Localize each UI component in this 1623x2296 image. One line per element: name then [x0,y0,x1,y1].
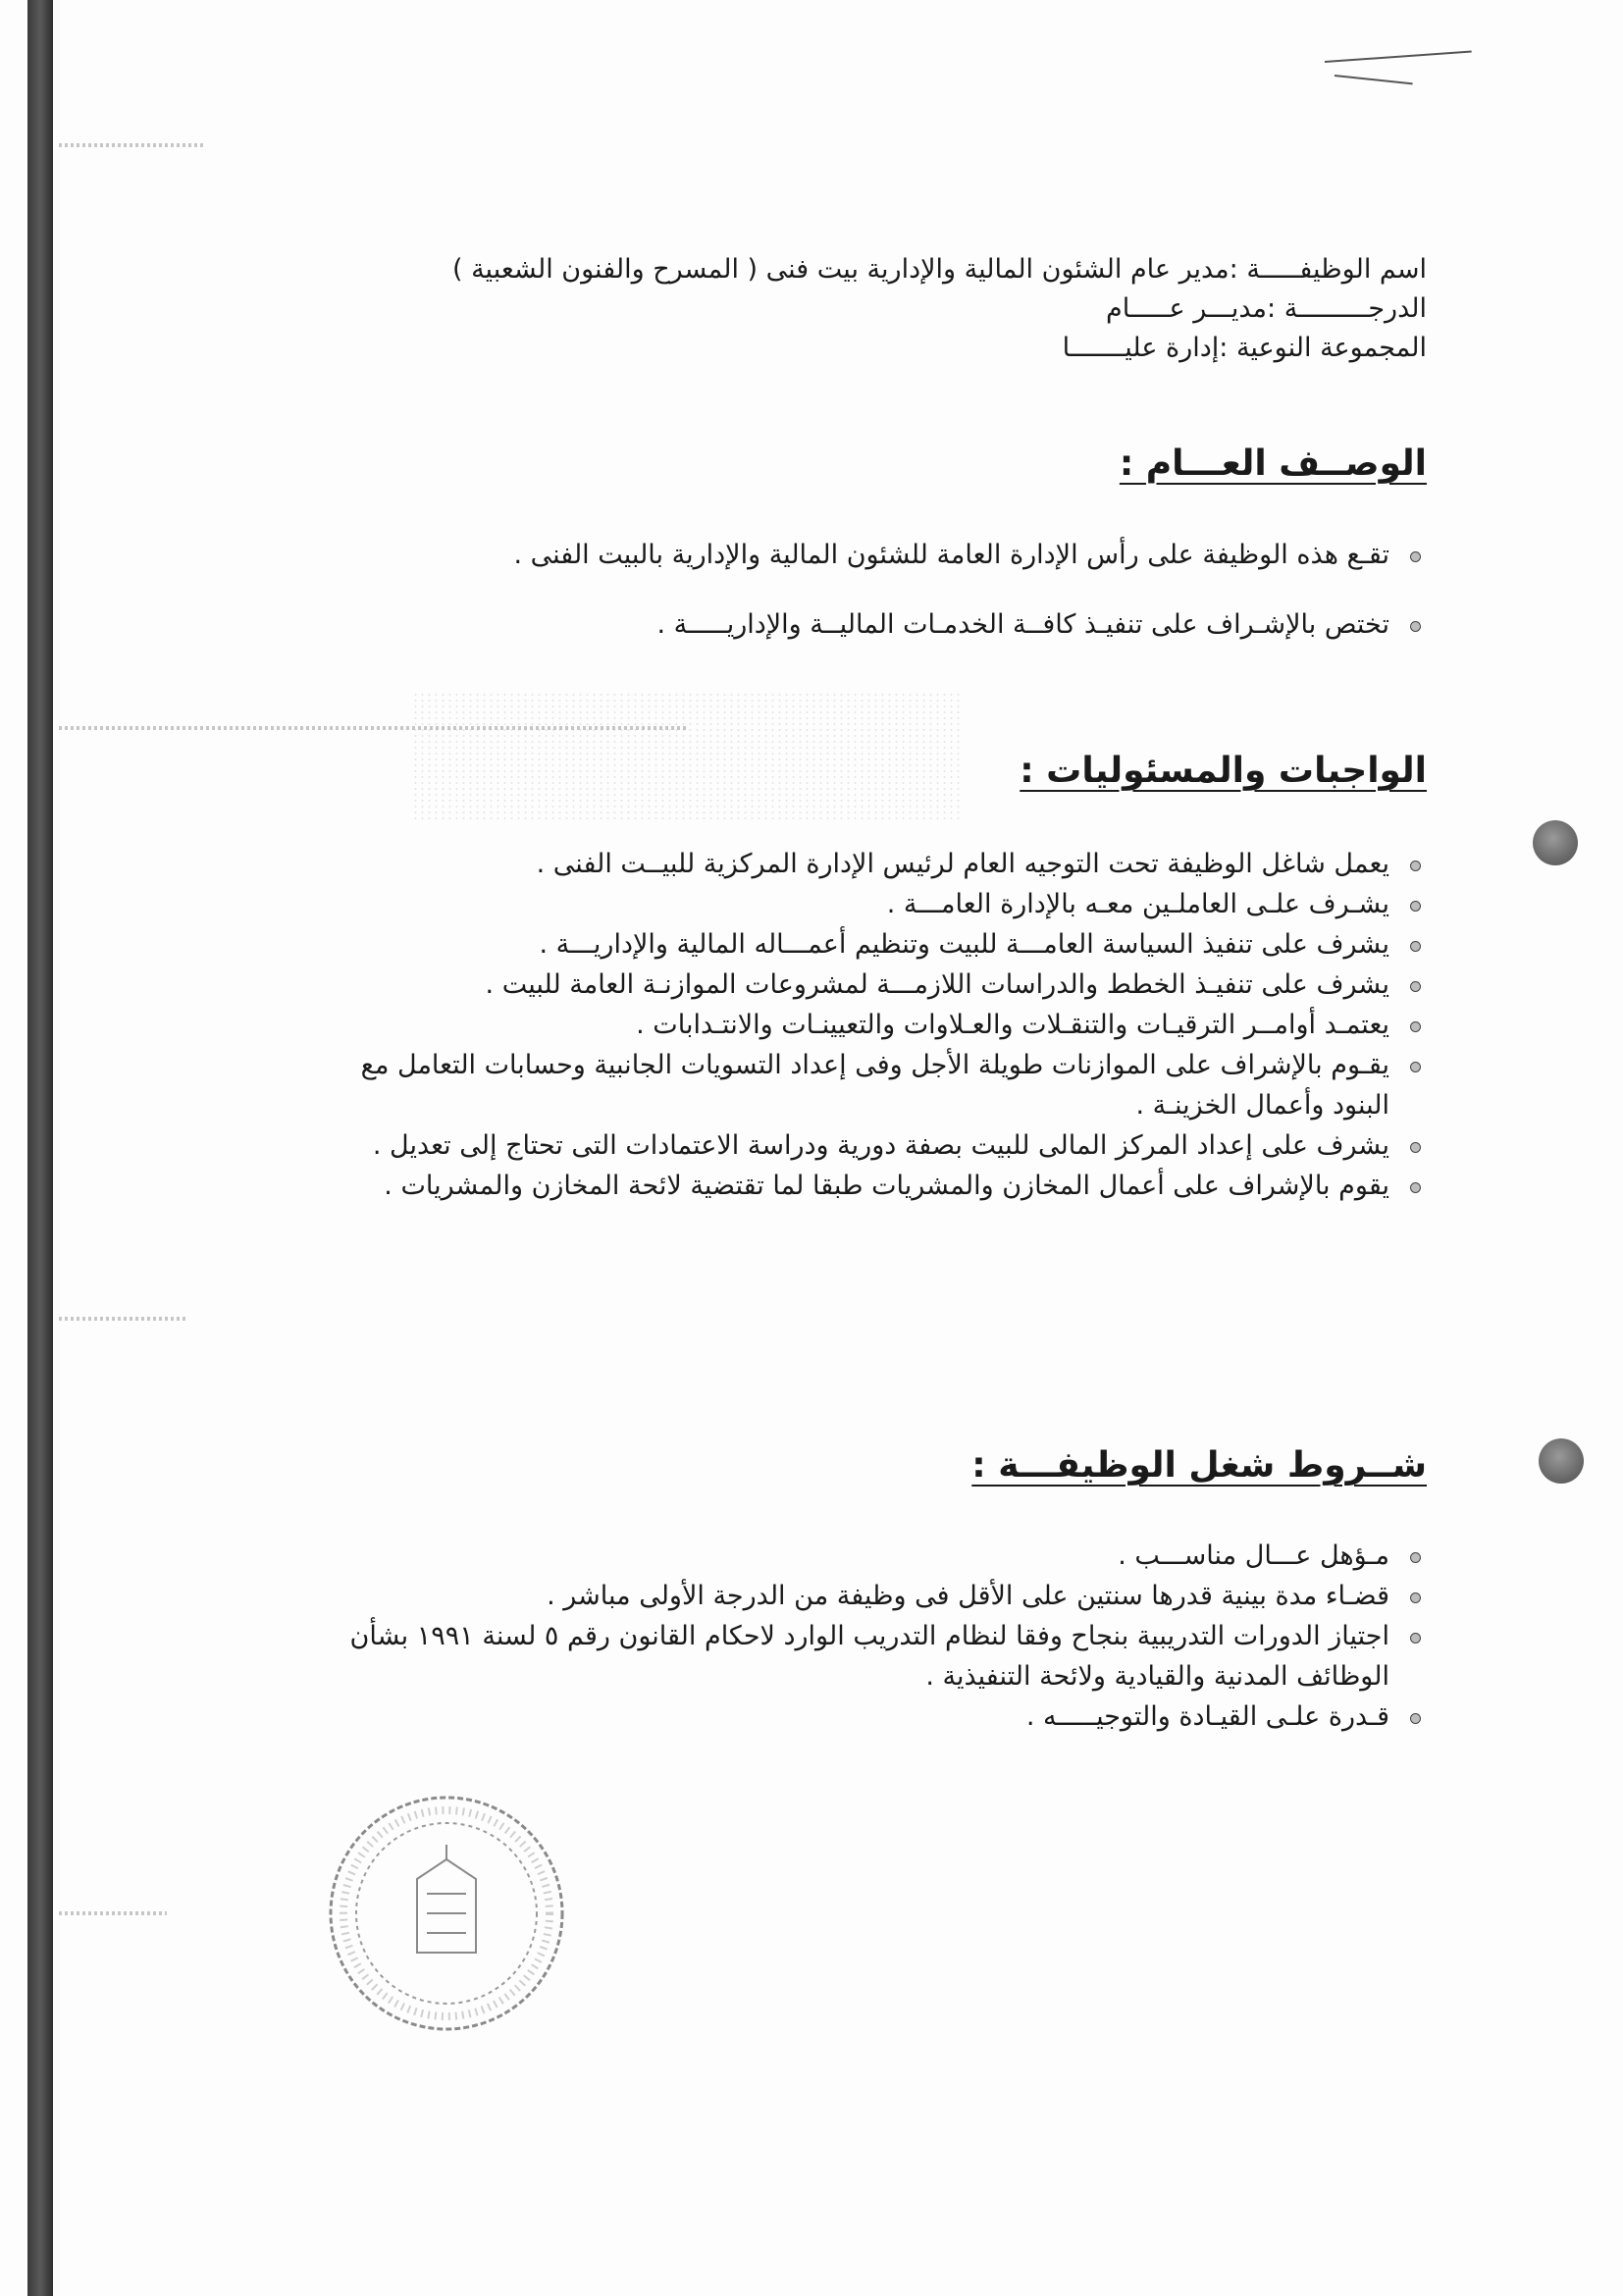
list-item: تقـع هذه الوظيفة على رأس الإدارة العامة للشئون المالية والإدارية بالبيت الفنى . [426,535,1427,575]
pen-stroke [1325,51,1472,63]
scanner-edge-bar [27,0,53,2296]
list-item: يقوم بالإشراف على أعمال المخازن والمشريات طبقا لما تقتضية لائحة المخازن والمشريات . [318,1166,1427,1206]
job-title-line [452,250,1427,289]
list-item: يشرف على تنفيذ السياسة العامـــة للبيت وتنظيم أعمـــاله المالية والإداريـــة . [318,924,1427,965]
list-item: يشـرف علـى العاملـين معـه بالإدارة العامـــة . [318,884,1427,924]
group-value: إدارة عليـــــــا [1062,333,1220,363]
list-item: تختص بالإشـراف على تنفيـذ كافــة الخدمـات الماليــة والإداريـــــة . [426,604,1427,645]
grade-line [452,289,1427,329]
group-label: المجموعة النوعية : [1219,333,1427,363]
punch-hole [1533,820,1578,865]
grade-label: الدرجـــــــــة : [1267,293,1427,324]
job-title-value: مدير عام الشئون المالية والإدارية بيت فنى ( المسرح والفنون الشعبية ) [451,254,1230,285]
requirements-title: شــروط شغل الوظيفـــة : [971,1445,1427,1486]
list-item: مـؤهل عـــال مناســـب . [318,1536,1427,1576]
punch-hole [1539,1438,1584,1484]
general-description-list [426,535,1427,645]
list-item: قـدرة علـى القيـادة والتوجيـــــه . [318,1696,1427,1737]
duties-title: الواجبات والمسئوليات : [1020,751,1427,791]
official-seal-stamp [319,1786,574,2041]
header-block [452,250,1427,368]
group-line [452,329,1427,368]
job-title-label: اسم الوظيفـــــة : [1229,254,1427,285]
pen-stroke [1335,75,1413,84]
list-item: يعمل شاغل الوظيفة تحت التوجيه العام لرئيس الإدارة المركزية للبيــت الفنى . [318,844,1427,884]
general-description-title: الوصــف العـــام : [1119,444,1427,484]
scan-line [59,1911,167,1915]
list-item: يشرف على تنفيـذ الخطط والدراسات اللازمـــة لمشروعات الموازنـة العامة للبيت . [318,965,1427,1005]
requirements-list [318,1536,1427,1737]
list-item: قضـاء مدة بينية قدرها سنتين على الأقل فى وظيفة من الدرجة الأولى مباشر . [318,1576,1427,1616]
grade-value: مديـــر عـــــام [1106,293,1268,324]
duties-list [318,844,1427,1206]
list-item: يقـوم بالإشراف على الموازنات طويلة الأجل وفى إعداد التسويات الجانبية وحسابات التعامل مع البنود وأعمال الخزينـة . [318,1045,1427,1125]
scan-speckle [412,692,962,819]
list-item: يشرف على إعداد المركز المالى للبيت بصفة دورية ودراسة الاعتمادات التى تحتاج إلى تعديل . [318,1125,1427,1166]
list-item: اجتياز الدورات التدريبية بنجاح وفقا لنظام التدريب الوارد لاحكام القانون رقم ٥ لسنة ١٩٩١ بشأن الوظائف المدنية والقيادية ولائحة التنفيذية . [318,1616,1427,1696]
scan-line [59,143,206,147]
list-item: يعتمـد أوامــر الترقيـات والتنقـلات والعـلاوات والتعيينـات والانتـدابات . [318,1005,1427,1045]
scan-line [59,1317,186,1321]
